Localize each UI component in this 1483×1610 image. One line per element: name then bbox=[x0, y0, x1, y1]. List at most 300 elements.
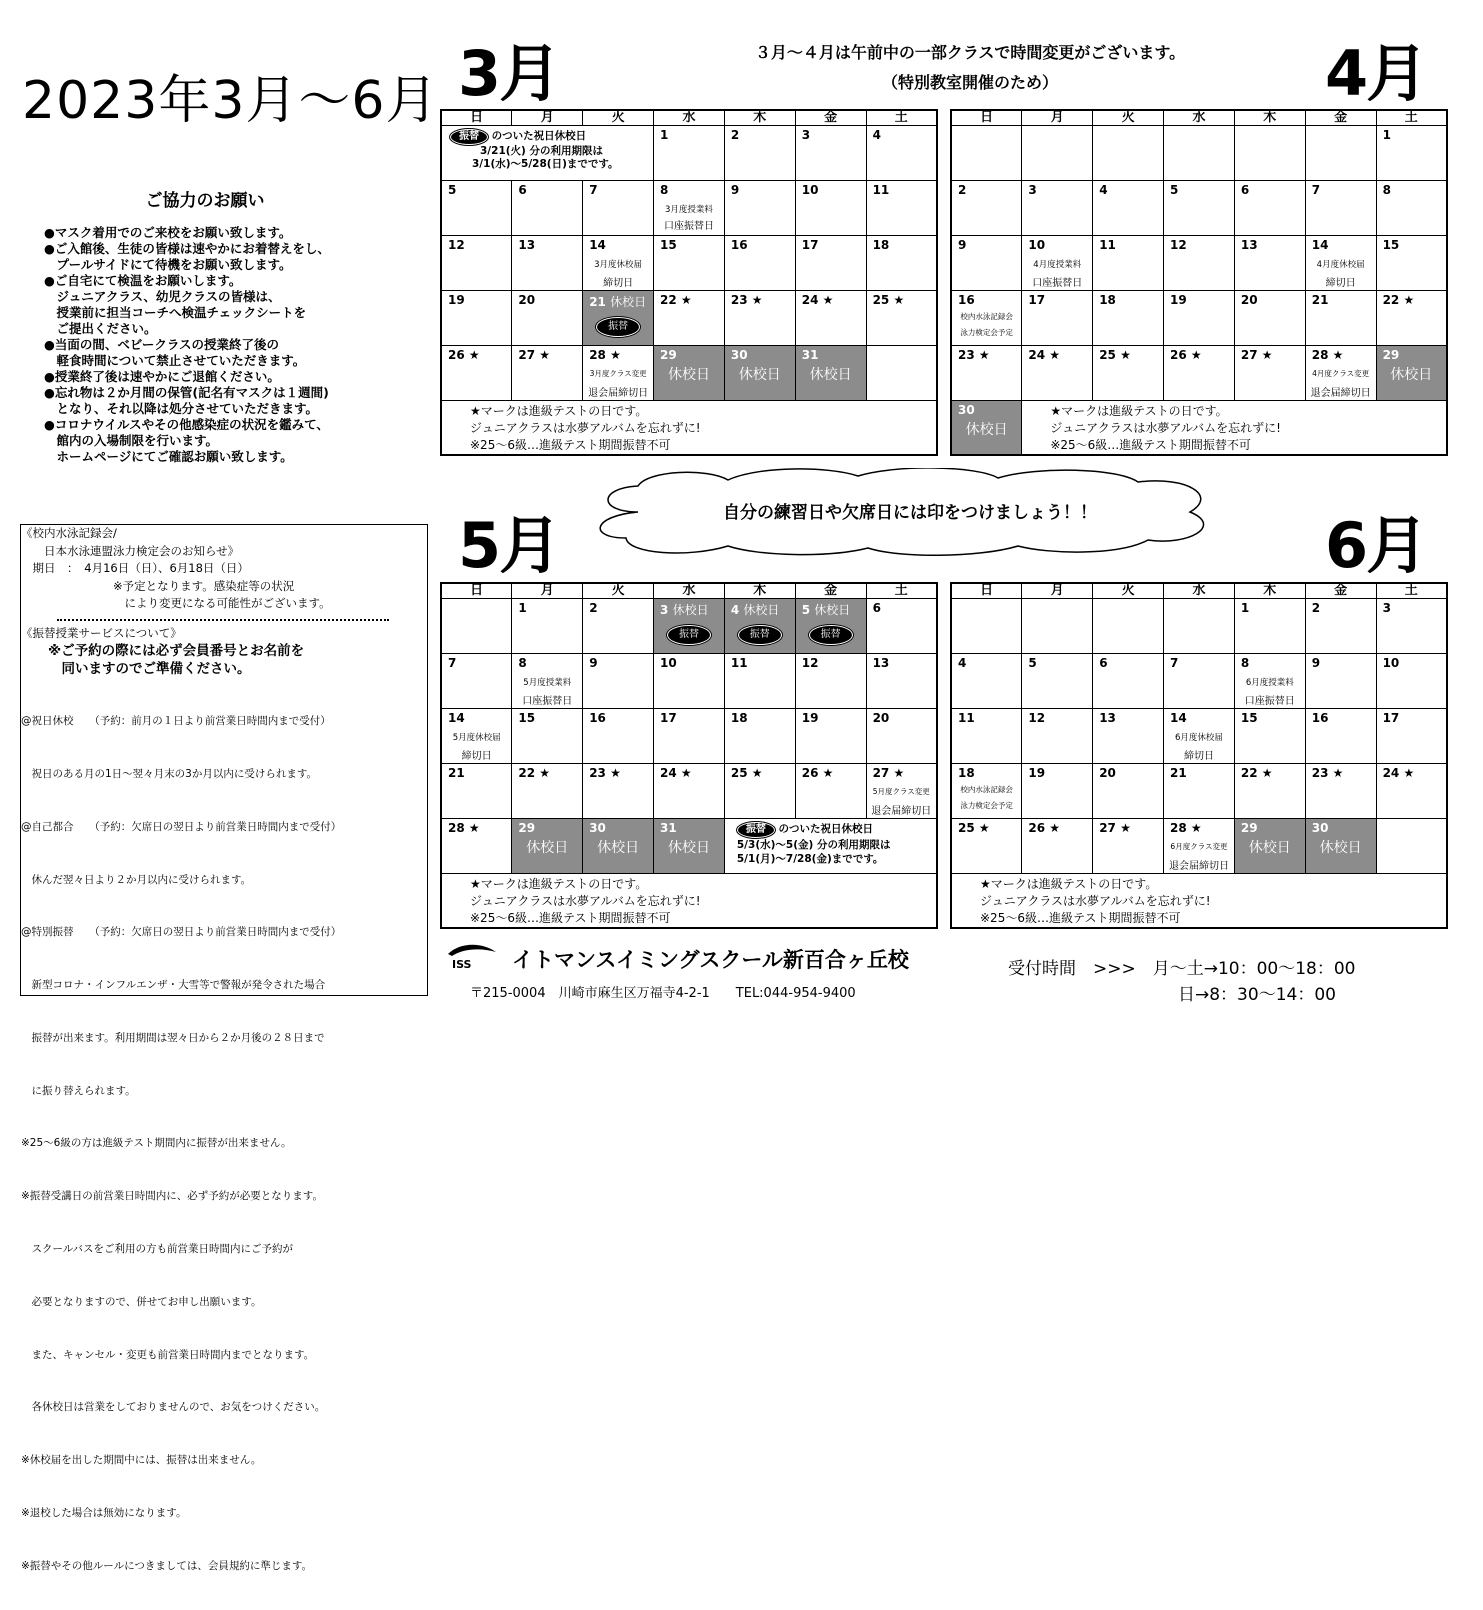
day-cell[interactable] bbox=[1234, 346, 1305, 401]
day-cell-holiday[interactable] bbox=[1376, 346, 1447, 401]
day-number: 21 bbox=[448, 766, 465, 780]
day-cell-holiday[interactable] bbox=[724, 346, 795, 401]
day-cell[interactable] bbox=[1234, 236, 1305, 291]
day-cell[interactable] bbox=[512, 764, 583, 819]
holiday-label: 休校日 bbox=[809, 367, 852, 383]
day-cell[interactable] bbox=[1164, 764, 1235, 819]
day-cell-holiday[interactable] bbox=[795, 346, 866, 401]
school-address: 〒215-0004 川崎市麻生区万福寺4-2-1 TEL:044-954-9400 bbox=[470, 986, 856, 1001]
day-cell[interactable] bbox=[724, 709, 795, 764]
day-cell-empty bbox=[951, 599, 1022, 654]
day-cell[interactable] bbox=[441, 181, 512, 236]
cooperation-line: ●コロナウイルスやその他感染症の状況を鑑みて、 bbox=[44, 417, 329, 432]
day-cell[interactable] bbox=[1305, 236, 1376, 291]
calendar-april bbox=[950, 109, 1448, 456]
day-cell[interactable] bbox=[724, 654, 795, 709]
cooperation-line: ●ご入館後、生徒の皆様は速やかにお着替えをし、 bbox=[44, 241, 330, 256]
march-holiday-note bbox=[441, 126, 654, 181]
day-cell[interactable] bbox=[1376, 654, 1447, 709]
day-cell[interactable] bbox=[1093, 236, 1164, 291]
day-number: 16 bbox=[730, 238, 748, 252]
furikae-badge: 振替 bbox=[596, 317, 640, 337]
day-number: 1 bbox=[1240, 601, 1250, 615]
day-cell[interactable] bbox=[1376, 599, 1447, 654]
day-cell[interactable] bbox=[441, 709, 512, 764]
day-cell-holiday[interactable] bbox=[654, 346, 725, 401]
day-cell[interactable] bbox=[1093, 654, 1164, 709]
cooperation-line: 館内の入場制限を行います。 bbox=[44, 433, 219, 448]
day-cell[interactable] bbox=[1022, 236, 1093, 291]
legend-line: ジュニアクラスは水夢アルバムを忘れずに! bbox=[470, 894, 701, 908]
day-cell[interactable] bbox=[724, 764, 795, 819]
holiday-label: 休校日 bbox=[597, 840, 640, 856]
day-number: 22 ★ bbox=[518, 766, 550, 780]
day-number: 10 bbox=[660, 656, 677, 670]
day-cell[interactable] bbox=[1164, 291, 1235, 346]
day-number: 14 bbox=[589, 238, 606, 252]
legend-line: ジュニアクラスは水夢アルバムを忘れずに! bbox=[1050, 421, 1281, 435]
day-number: 28 ★ bbox=[589, 348, 621, 362]
day-number: 19 bbox=[801, 711, 819, 725]
day-cell[interactable] bbox=[1093, 346, 1164, 401]
day-number: 5 bbox=[1028, 656, 1037, 670]
day-cell[interactable] bbox=[441, 291, 512, 346]
day-number: 20 bbox=[872, 711, 890, 725]
day-number: 30 bbox=[730, 348, 748, 362]
weekday-fri: 金 bbox=[795, 110, 866, 126]
weekday-mon: 月 bbox=[512, 110, 583, 126]
day-number: 4 bbox=[872, 128, 881, 142]
day-number: 26 ★ bbox=[448, 348, 480, 362]
day-cell[interactable] bbox=[1234, 709, 1305, 764]
day-number: 11 bbox=[872, 183, 890, 197]
day-cell[interactable] bbox=[795, 764, 866, 819]
day-cell[interactable] bbox=[583, 346, 654, 401]
day-number: 3 bbox=[801, 128, 811, 142]
day-cell[interactable] bbox=[1305, 764, 1376, 819]
day-cell-holiday[interactable] bbox=[795, 599, 866, 654]
day-cell[interactable] bbox=[866, 764, 937, 819]
day-cell[interactable] bbox=[654, 236, 725, 291]
weekday-wed: 水 bbox=[654, 583, 725, 599]
day-number: 22 ★ bbox=[1240, 766, 1273, 780]
info-line: 振替が出来ます。利用期間は翌々日から２か月後の２８日まで bbox=[21, 1031, 325, 1044]
day-cell-holiday[interactable] bbox=[1234, 819, 1305, 874]
day-number: 27 ★ bbox=[872, 766, 905, 780]
day-cell-holiday[interactable] bbox=[1305, 819, 1376, 874]
info-line: 各休校日は営業をしておりませんので、お気をつけください。 bbox=[21, 1401, 326, 1414]
day-number: 8 bbox=[660, 183, 669, 197]
day-cell-holiday[interactable] bbox=[583, 291, 654, 346]
day-cell[interactable] bbox=[1376, 291, 1447, 346]
day-number: 7 bbox=[448, 656, 457, 670]
day-cell[interactable] bbox=[1376, 236, 1447, 291]
day-cell[interactable] bbox=[724, 236, 795, 291]
info-line: ※退校した場合は無効になります。 bbox=[21, 1506, 187, 1519]
info-line: @祝日休校 （予約：前月の１日より前営業日時間内まで受付） bbox=[21, 715, 331, 728]
cooperation-line: プールサイドにて待機をお願い致します。 bbox=[44, 257, 292, 272]
weekday-tue: 火 bbox=[583, 110, 654, 126]
day-number: 13 bbox=[872, 656, 890, 670]
day-number: 3 休校日 bbox=[660, 603, 709, 617]
day-cell[interactable] bbox=[951, 764, 1022, 819]
day-cell[interactable] bbox=[866, 599, 937, 654]
cell-note: 6月度授業料 bbox=[1245, 678, 1294, 688]
info-line: 必要となりますので、併せてお申し出願います。 bbox=[21, 1295, 262, 1308]
day-cell[interactable] bbox=[724, 291, 795, 346]
cell-note: 4月度休校届 bbox=[1316, 260, 1365, 270]
day-number: 15 bbox=[1240, 711, 1258, 725]
day-cell[interactable] bbox=[951, 181, 1022, 236]
day-cell[interactable] bbox=[583, 599, 654, 654]
info-line: 休んだ翌々日より２か月以内に受けられます。 bbox=[21, 873, 252, 886]
day-cell[interactable] bbox=[1305, 654, 1376, 709]
weekday-sat: 土 bbox=[1376, 110, 1447, 126]
info-line: ※予定となります。感染症等の状況 bbox=[21, 578, 295, 593]
holiday-label: 休校日 bbox=[738, 367, 781, 383]
cell-note: 締切日 bbox=[1325, 278, 1356, 289]
cooperation-line: ホームページにてご確認お願い致します。 bbox=[44, 449, 293, 464]
day-cell[interactable] bbox=[866, 291, 937, 346]
day-cell[interactable] bbox=[1093, 709, 1164, 764]
day-cell[interactable] bbox=[1022, 181, 1093, 236]
logo-text: ISS bbox=[452, 958, 472, 970]
legend-line: ★マークは進級テストの日です。 bbox=[470, 877, 648, 891]
day-cell[interactable] bbox=[1234, 181, 1305, 236]
day-cell[interactable] bbox=[795, 236, 866, 291]
day-cell[interactable] bbox=[1305, 599, 1376, 654]
cooperation-line: ●ご自宅にて検温をお願いします。 bbox=[44, 273, 242, 288]
day-cell[interactable] bbox=[795, 709, 866, 764]
day-cell[interactable] bbox=[1305, 181, 1376, 236]
day-cell[interactable] bbox=[654, 291, 725, 346]
holiday-label: 休校日 bbox=[1248, 840, 1291, 856]
day-cell-holiday[interactable] bbox=[951, 401, 1022, 456]
legend bbox=[1022, 401, 1447, 456]
day-number: 10 bbox=[1382, 656, 1400, 670]
page-title: 2023年3月～6月 bbox=[22, 71, 439, 131]
weekday-thu: 木 bbox=[724, 583, 795, 599]
day-cell[interactable] bbox=[1234, 291, 1305, 346]
day-cell[interactable] bbox=[654, 181, 725, 236]
day-number: 25 ★ bbox=[730, 766, 763, 780]
day-cell[interactable] bbox=[951, 654, 1022, 709]
day-cell[interactable] bbox=[512, 654, 583, 709]
day-number: 6 bbox=[872, 601, 881, 615]
day-number: 10 bbox=[1028, 238, 1046, 252]
day-cell[interactable] bbox=[441, 764, 512, 819]
day-number: 15 bbox=[1382, 238, 1400, 252]
day-cell[interactable] bbox=[512, 346, 583, 401]
day-cell[interactable] bbox=[951, 236, 1022, 291]
day-cell[interactable] bbox=[1022, 346, 1093, 401]
day-cell[interactable] bbox=[1234, 764, 1305, 819]
day-number: 25 ★ bbox=[1099, 348, 1131, 362]
day-cell[interactable] bbox=[512, 181, 583, 236]
day-number: 28 ★ bbox=[1170, 821, 1202, 835]
day-cell[interactable] bbox=[1305, 709, 1376, 764]
day-number: 30 bbox=[589, 821, 606, 835]
day-number: 23 ★ bbox=[589, 766, 621, 780]
day-cell[interactable] bbox=[583, 764, 654, 819]
legend bbox=[951, 874, 1447, 929]
day-cell-holiday[interactable] bbox=[583, 819, 654, 874]
day-cell[interactable] bbox=[654, 126, 725, 181]
day-number: 11 bbox=[958, 711, 975, 725]
day-cell-holiday[interactable] bbox=[654, 599, 725, 654]
cooperation-list bbox=[44, 225, 424, 465]
day-cell[interactable] bbox=[951, 819, 1022, 874]
day-number: 28 ★ bbox=[1311, 348, 1344, 362]
weekday-thu: 木 bbox=[724, 110, 795, 126]
day-cell[interactable] bbox=[1234, 654, 1305, 709]
day-cell[interactable] bbox=[1022, 654, 1093, 709]
day-cell[interactable] bbox=[795, 291, 866, 346]
day-cell[interactable] bbox=[512, 709, 583, 764]
day-number: 11 bbox=[1099, 238, 1116, 252]
day-number: 29 bbox=[1240, 821, 1258, 835]
day-number: 24 ★ bbox=[660, 766, 692, 780]
legend bbox=[441, 874, 937, 929]
day-cell[interactable] bbox=[1022, 291, 1093, 346]
day-number: 23 ★ bbox=[730, 293, 763, 307]
day-number: 19 bbox=[1028, 766, 1046, 780]
day-cell[interactable] bbox=[583, 709, 654, 764]
weekday-sun: 日 bbox=[951, 583, 1022, 599]
day-cell-holiday[interactable] bbox=[512, 819, 583, 874]
holiday-label: 休校日 bbox=[667, 840, 710, 856]
day-number: 11 bbox=[730, 656, 748, 670]
divider bbox=[57, 619, 389, 621]
cloud-text: 自分の練習日や欠席日には印をつけましょう！！ bbox=[723, 503, 1097, 523]
day-number: 7 bbox=[589, 183, 598, 197]
day-number: 26 ★ bbox=[801, 766, 834, 780]
day-number: 23 ★ bbox=[958, 348, 990, 362]
day-cell[interactable] bbox=[724, 181, 795, 236]
day-number: 23 ★ bbox=[1311, 766, 1344, 780]
day-cell[interactable] bbox=[1376, 764, 1447, 819]
day-cell[interactable] bbox=[951, 709, 1022, 764]
day-cell[interactable] bbox=[583, 181, 654, 236]
day-cell-empty bbox=[1093, 126, 1164, 181]
day-cell[interactable] bbox=[441, 819, 512, 874]
day-number: 29 bbox=[660, 348, 677, 362]
day-cell[interactable] bbox=[512, 599, 583, 654]
day-number: 14 bbox=[448, 711, 465, 725]
cell-note: 退会届締切日 bbox=[871, 806, 932, 817]
day-cell[interactable] bbox=[1305, 346, 1376, 401]
holiday-label: 休校日 bbox=[965, 422, 1008, 438]
legend-line: ★マークは進級テストの日です。 bbox=[470, 404, 648, 418]
cell-note: 5月度クラス変更 bbox=[872, 787, 930, 796]
day-number: 2 bbox=[958, 183, 967, 197]
day-cell[interactable] bbox=[951, 346, 1022, 401]
holiday-label: 休校日 bbox=[667, 367, 710, 383]
cell-note: 6月度休校届 bbox=[1174, 733, 1223, 743]
day-number: 18 bbox=[872, 238, 890, 252]
info-bold-line: 同いますのでご準備ください。 bbox=[21, 661, 251, 677]
legend-line: ※25～6級…進級テスト期間振替不可 bbox=[980, 911, 1181, 925]
legend-line: ※25～6級…進級テスト期間振替不可 bbox=[470, 438, 671, 452]
weekday-sat: 土 bbox=[1376, 583, 1447, 599]
day-number: 2 bbox=[589, 601, 598, 615]
day-number: 1 bbox=[518, 601, 527, 615]
info-line: ※25～6級の方は進級テスト期間内に振替が出来ません。 bbox=[21, 1137, 292, 1150]
holiday-label: 休校日 bbox=[1319, 840, 1362, 856]
cooperation-line: ●授業終了後は速やかにご退館ください。 bbox=[44, 369, 280, 384]
day-number: 1 bbox=[660, 128, 669, 142]
day-cell[interactable] bbox=[583, 236, 654, 291]
day-cell[interactable] bbox=[1164, 346, 1235, 401]
day-number: 6 bbox=[1240, 183, 1250, 197]
day-number: 21 休校日 bbox=[589, 295, 647, 309]
day-number: 24 ★ bbox=[1382, 766, 1415, 780]
day-cell-empty bbox=[441, 599, 512, 654]
day-cell[interactable] bbox=[1093, 764, 1164, 819]
day-number: 12 bbox=[448, 238, 465, 252]
day-cell[interactable] bbox=[795, 181, 866, 236]
day-number: 3 bbox=[1028, 183, 1037, 197]
day-cell-empty bbox=[1305, 126, 1376, 181]
day-number: 14 bbox=[1311, 238, 1329, 252]
day-number: 9 bbox=[958, 238, 967, 252]
furikae-badge: 振替 bbox=[738, 625, 782, 645]
day-number: 5 休校日 bbox=[801, 603, 851, 617]
day-number: 24 ★ bbox=[801, 293, 834, 307]
cell-note: 退会届締切日 bbox=[1310, 388, 1371, 399]
day-cell[interactable] bbox=[724, 126, 795, 181]
cell-note: 6月度クラス変更 bbox=[1170, 842, 1228, 851]
day-cell[interactable] bbox=[1164, 181, 1235, 236]
note-line: 3/21(火) 分の利用期限は bbox=[480, 145, 604, 157]
day-cell[interactable] bbox=[1022, 709, 1093, 764]
day-number: 18 bbox=[730, 711, 748, 725]
day-cell[interactable] bbox=[866, 654, 937, 709]
info-line: 期日 ： 4月16日（日）、6月18日（日） bbox=[21, 561, 249, 575]
day-cell[interactable] bbox=[441, 236, 512, 291]
day-cell[interactable] bbox=[1022, 819, 1093, 874]
day-number: 6 bbox=[1099, 656, 1108, 670]
day-cell[interactable] bbox=[1164, 709, 1235, 764]
cell-note: 5月度休校届 bbox=[452, 733, 501, 743]
info-line: ※振替受講日の前営業日時間内に、必ず予約が必要となります。 bbox=[21, 1190, 323, 1203]
day-number: 13 bbox=[518, 238, 536, 252]
calendar-may bbox=[440, 582, 938, 929]
day-cell[interactable] bbox=[866, 126, 937, 181]
day-cell-empty bbox=[866, 346, 937, 401]
cell-note: 3月度授業料 bbox=[664, 205, 713, 215]
day-cell-empty bbox=[1164, 599, 1235, 654]
day-cell[interactable] bbox=[1376, 709, 1447, 764]
day-cell[interactable] bbox=[1093, 291, 1164, 346]
day-cell[interactable] bbox=[654, 764, 725, 819]
day-cell[interactable] bbox=[866, 709, 937, 764]
day-cell[interactable] bbox=[441, 346, 512, 401]
day-number: 7 bbox=[1311, 183, 1321, 197]
cell-note: 3月度クラス変更 bbox=[589, 369, 647, 378]
day-cell-empty bbox=[1164, 126, 1235, 181]
day-cell[interactable] bbox=[441, 654, 512, 709]
day-cell[interactable] bbox=[1376, 181, 1447, 236]
day-cell[interactable] bbox=[583, 654, 654, 709]
day-number: 27 ★ bbox=[518, 348, 550, 362]
weekday-tue: 火 bbox=[1093, 583, 1164, 599]
day-cell[interactable] bbox=[1093, 819, 1164, 874]
day-cell[interactable] bbox=[512, 291, 583, 346]
day-cell-empty bbox=[1022, 126, 1093, 181]
june-label: 6月 bbox=[1325, 509, 1427, 582]
day-number: 29 bbox=[1382, 348, 1400, 362]
day-cell[interactable] bbox=[1305, 291, 1376, 346]
weekday-fri: 金 bbox=[1305, 110, 1376, 126]
day-cell-empty bbox=[1234, 126, 1305, 181]
day-cell[interactable] bbox=[1022, 764, 1093, 819]
day-cell[interactable] bbox=[866, 236, 937, 291]
day-number: 9 bbox=[730, 183, 740, 197]
furikae-badge: 振替 bbox=[450, 129, 488, 145]
weekday-fri: 金 bbox=[1305, 583, 1376, 599]
day-cell[interactable] bbox=[1093, 181, 1164, 236]
day-cell[interactable] bbox=[866, 181, 937, 236]
day-number: 17 bbox=[801, 238, 819, 252]
note-line: のついた祝日休校日 bbox=[491, 130, 587, 142]
day-cell[interactable] bbox=[654, 654, 725, 709]
day-cell-holiday[interactable] bbox=[654, 819, 725, 874]
hours-line: 日→8：30～14：00 bbox=[1008, 985, 1336, 1005]
calendar-june bbox=[950, 582, 1448, 929]
cooperation-line: 授業前に担当コーチへ検温チェックシートを bbox=[44, 305, 307, 320]
weekday-sun: 日 bbox=[441, 583, 512, 599]
cooperation-line: ご提出ください。 bbox=[44, 321, 157, 336]
day-number: 24 ★ bbox=[1028, 348, 1060, 362]
day-cell[interactable] bbox=[1234, 599, 1305, 654]
furikae-badge: 振替 bbox=[667, 625, 711, 645]
day-number: 16 bbox=[1311, 711, 1329, 725]
day-number: 29 bbox=[518, 821, 536, 835]
note-line: 5/3(水)～5(金) 分の利用期限は bbox=[736, 839, 891, 851]
info-line: に振り替えられます。 bbox=[21, 1084, 136, 1097]
day-cell[interactable] bbox=[1164, 819, 1235, 874]
day-cell[interactable] bbox=[654, 709, 725, 764]
info-line: @自己都合 （予約：欠席日の翌日より前営業日時間内まで受付） bbox=[21, 820, 342, 833]
cooperation-line: となり、それ以降は処分させていただきます。 bbox=[44, 401, 319, 416]
day-cell[interactable] bbox=[1376, 126, 1447, 181]
cell-note: 泳力検定会予定 bbox=[960, 801, 1013, 810]
day-number: 4 休校日 bbox=[730, 603, 780, 617]
day-cell-empty bbox=[1093, 599, 1164, 654]
day-cell[interactable] bbox=[795, 654, 866, 709]
day-cell-holiday[interactable] bbox=[724, 599, 795, 654]
cooperation-line: ●忘れ物は２か月間の保管(記名有マスクは１週間) bbox=[44, 385, 329, 400]
cell-note: 校内水泳記録会 bbox=[960, 785, 1013, 794]
day-cell[interactable] bbox=[1164, 236, 1235, 291]
day-number: 21 bbox=[1170, 766, 1187, 780]
day-cell[interactable] bbox=[1164, 654, 1235, 709]
may-holiday-note bbox=[724, 819, 937, 874]
day-cell[interactable] bbox=[512, 236, 583, 291]
day-number: 9 bbox=[1311, 656, 1321, 670]
legend-line: ※25～6級…進級テスト期間振替不可 bbox=[470, 911, 671, 925]
info-line: 《校内水泳記録会/ bbox=[21, 526, 117, 540]
day-cell[interactable] bbox=[951, 291, 1022, 346]
weekday-sun: 日 bbox=[951, 110, 1022, 126]
day-number: 31 bbox=[660, 821, 677, 835]
day-cell[interactable] bbox=[795, 126, 866, 181]
day-number: 15 bbox=[660, 238, 677, 252]
april-label: 4月 bbox=[1325, 37, 1427, 110]
weekday-sat: 土 bbox=[866, 583, 937, 599]
day-number: 21 bbox=[1311, 293, 1329, 307]
